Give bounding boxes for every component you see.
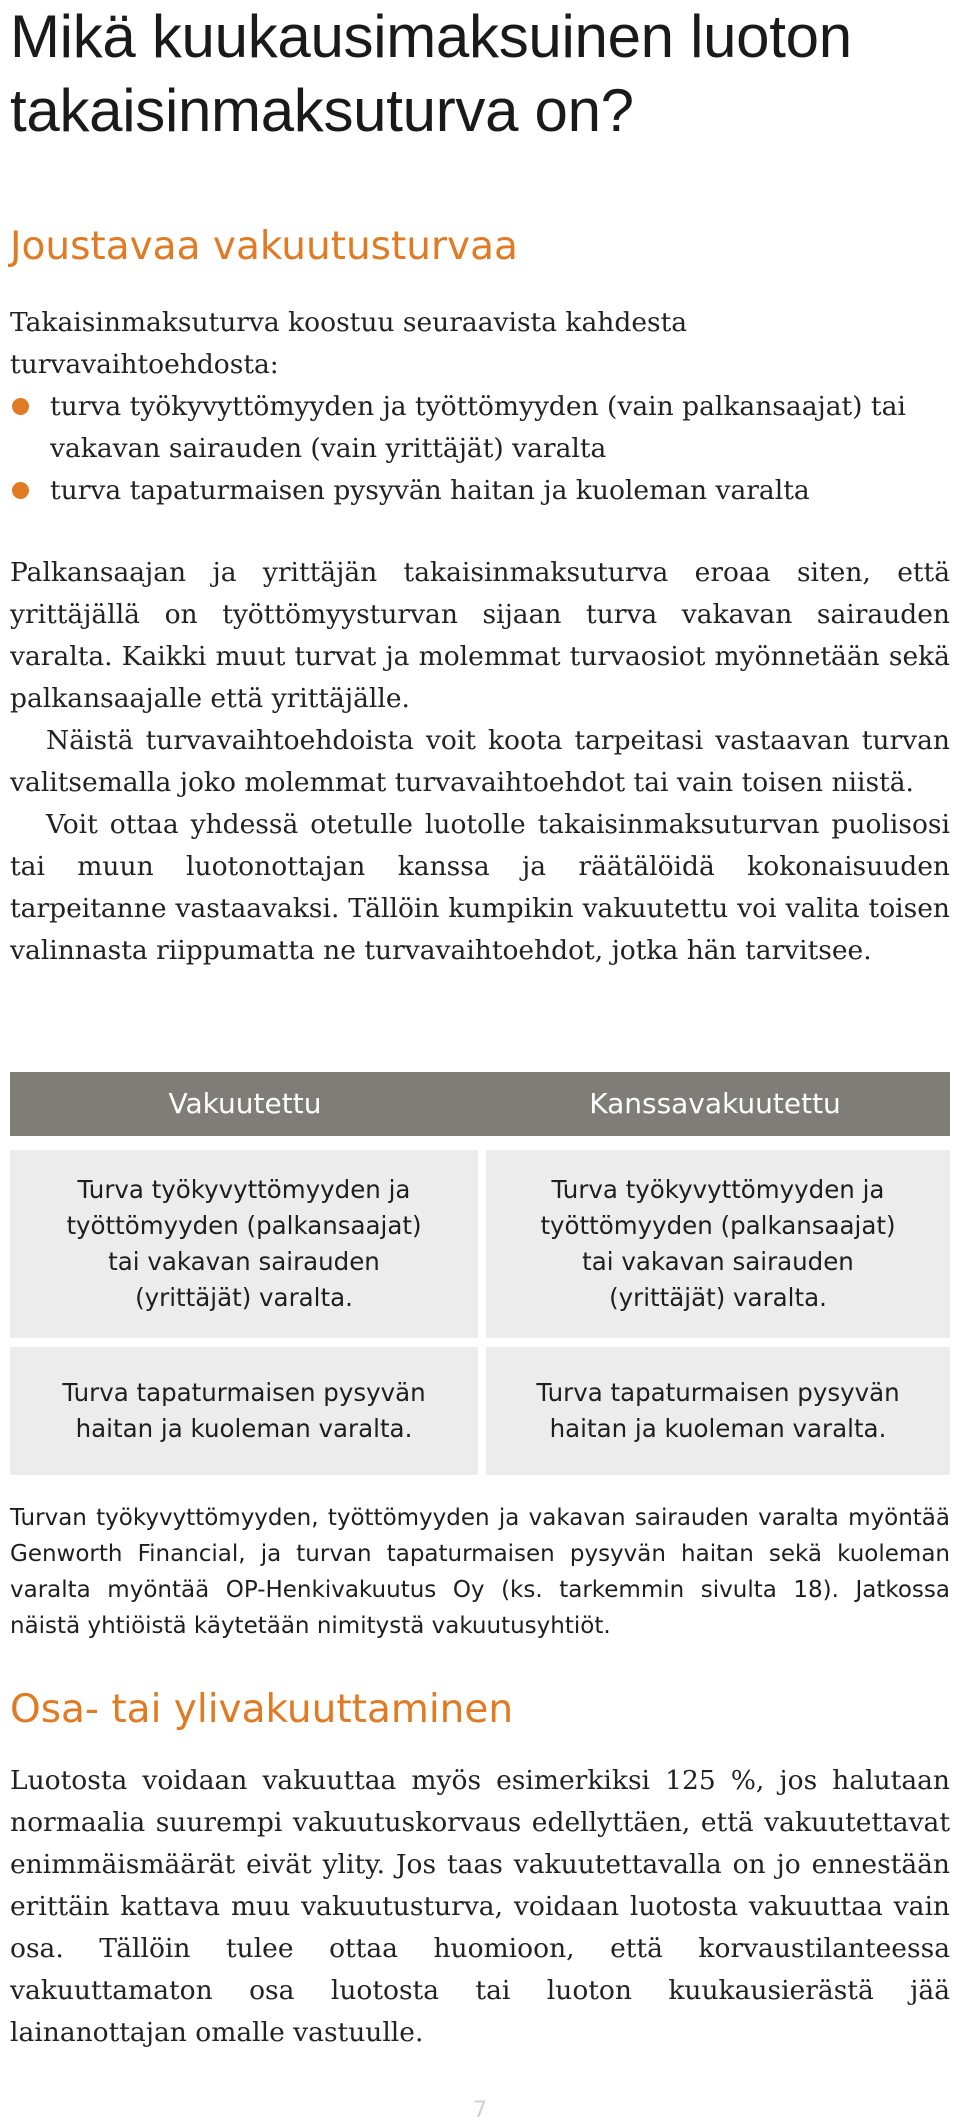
table-cell-text: Turva tapaturmaisen pysyvän haitan ja kuoleman varalta. [536, 1378, 900, 1443]
list-item [10, 386, 950, 470]
table-cell [486, 1347, 950, 1475]
column-header-co-insured: Kanssavakuutettu [589, 1087, 841, 1120]
intro-block [10, 302, 950, 512]
table-cell-text: Turva tapaturmaisen pysyvän haitan ja kuoleman varalta. [62, 1378, 426, 1443]
table-cell-text: Turva työkyvyttömyyden ja työttömyyden (palkansaajat) tai vakavan sairauden (yrittäjät) varalta. [540, 1175, 896, 1312]
list-item-text: turva tapaturmaisen pysyvän haitan ja kuoleman varalta [50, 475, 810, 506]
section1-body [10, 552, 950, 972]
column-header-insured: Vakuutettu [168, 1087, 322, 1120]
list-item [10, 470, 950, 512]
section-heading-flexible-cover: Joustavaa vakuutusturvaa [10, 224, 518, 269]
paragraph: Voit ottaa yhdessä otetulle luotolle takaisinmaksuturvan puolisosi tai muun luotonottajan kanssa ja räätälöidä kokonaisuuden tarpeitanne vastaavaksi. Tällöin kumpikin vakuutettu voi valita toisen valinnasta riippumatta ne turvavaihtoehdot, jotka hän tarvitsee. [10, 809, 950, 966]
page-number: 7 [473, 2098, 487, 2123]
table-cell [486, 1150, 950, 1338]
section-heading-partial-over-insurance: Osa- tai ylivakuuttaminen [10, 1687, 514, 1732]
bullet-icon [12, 482, 29, 499]
section2-paragraph: Luotosta voidaan vakuuttaa myös esimerkiksi 125 %, jos halutaan normaalia suurempi vakuutuskorvaus edellyttäen, että vakuutettavat enimmäismäärät eivät ylity. Jos taas vakuutettavalla on jo ennestään erittäin kattava muu vakuutusturva, voidaan luotosta vakuuttaa vain osa. Tällöin tulee ottaa huomioon, että korvaustilanteessa vakuuttamaton osa luotosta tai luoton kuukausierästä jää lainanottajan omalle vastuulle. [10, 1765, 950, 2048]
cover-options-list [10, 386, 950, 512]
table-cell [10, 1150, 478, 1338]
table-cell [10, 1347, 478, 1475]
bullet-icon [12, 398, 29, 415]
intro-text: Takaisinmaksuturva koostuu seuraavista kahdesta turvavaihtoehdosta: [10, 307, 688, 380]
page-title: Mikä kuukausimaksuinen luoton takaisinmaksuturva on? [10, 3, 852, 144]
insurer-note: Turvan työkyvyttömyyden, työttömyyden ja vakavan sairauden varalta myöntää Genworth Financial, ja turvan tapaturmaisen pysyvän haitan sekä kuoleman varalta myöntää OP-Henkivakuutus Oy (ks. tarkemmin sivulta 18). Jatkossa näistä yhtiöistä käytetään nimitystä vakuutusyhtiöt. [10, 1505, 950, 1639]
paragraph: Näistä turvavaihtoehdoista voit koota tarpeitasi vastaavan turvan valitsemalla joko molemmat turvavaihtoehdot tai vain toisen niistä. [10, 725, 950, 798]
list-item-text: turva työkyvyttömyyden ja työttömyyden (vain palkansaajat) tai vakavan sairauden (vain yrittäjät) varalta [50, 391, 906, 464]
table-header [10, 1072, 950, 1136]
paragraph: Palkansaajan ja yrittäjän takaisinmaksuturva eroaa siten, että yrittäjällä on työttömyysturvan sijaan turva vakavan sairauden varalta. Kaikki muut turvat ja molemmat turvaosiot myönnetään sekä palkansaajalle että yrittäjälle. [10, 557, 950, 714]
table-cell-text: Turva työkyvyttömyyden ja työttömyyden (palkansaajat) tai vakavan sairauden (yrittäjät) varalta. [66, 1175, 422, 1312]
